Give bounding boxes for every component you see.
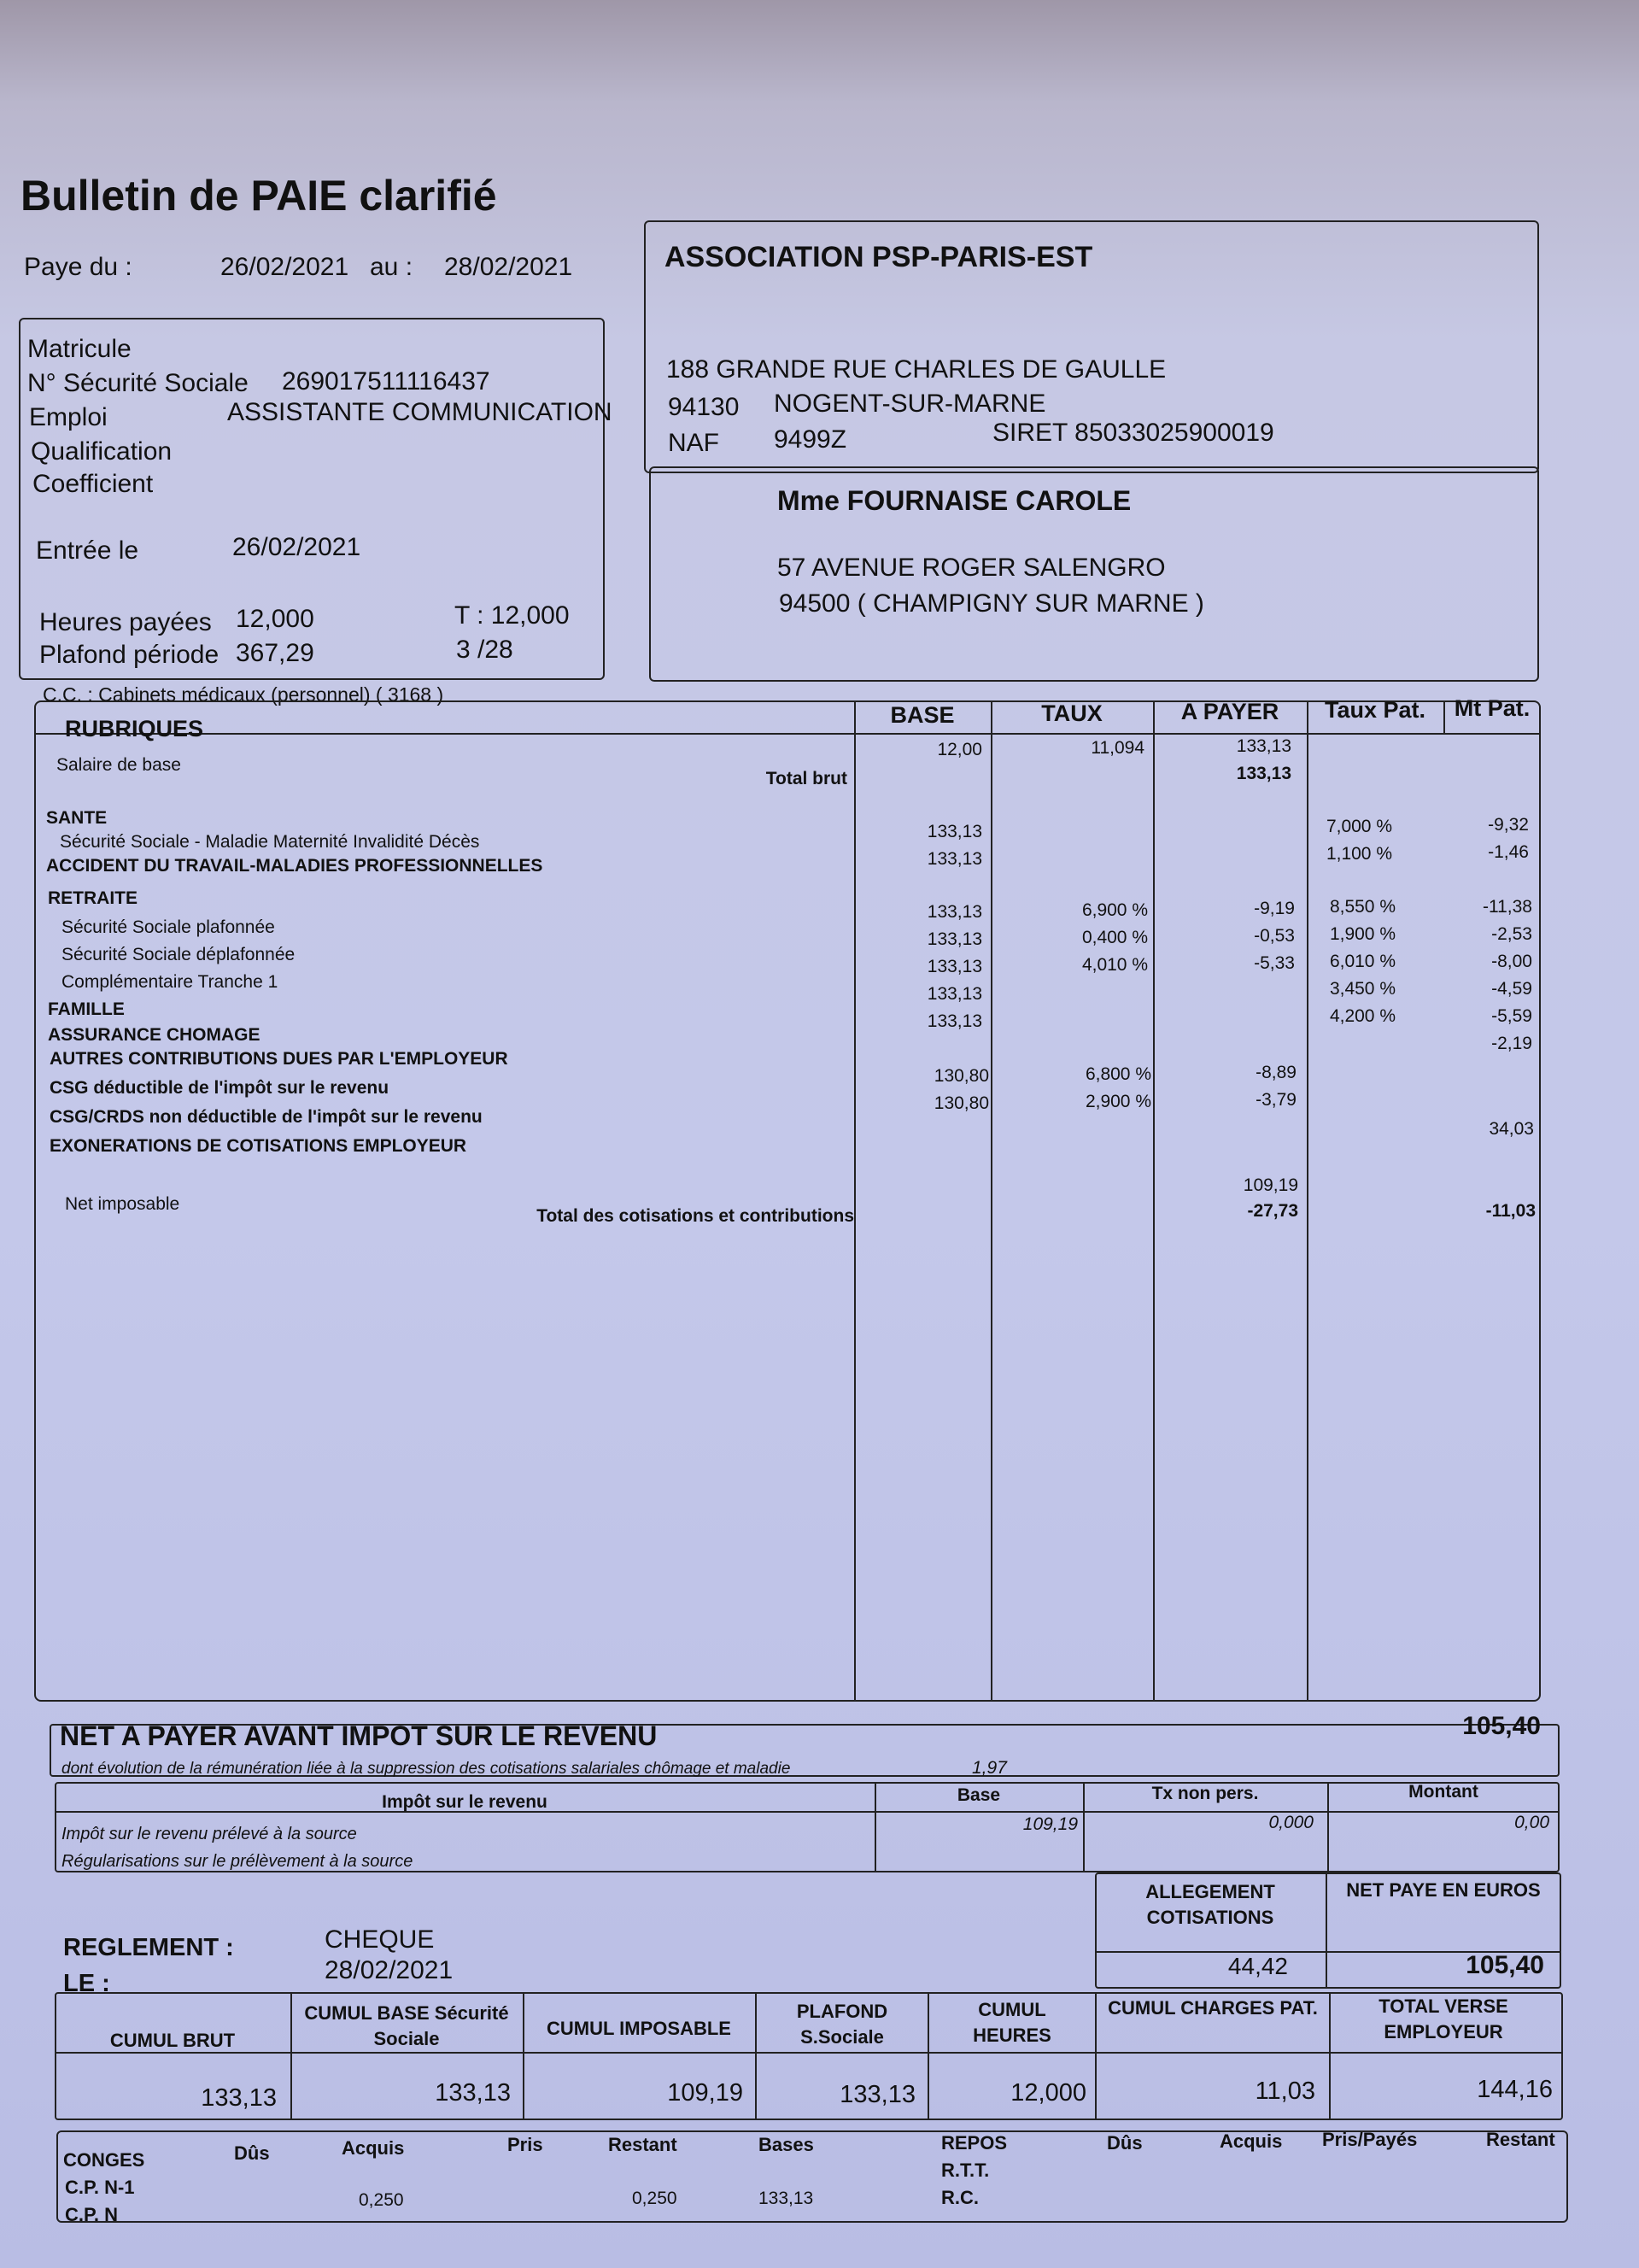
cumul-header: CUMUL HEURES (973, 1999, 1051, 2046)
row-base: 133,13 (927, 957, 982, 976)
row-taux: 6,800 % (1085, 1064, 1151, 1084)
tax-tx-label: Tx non pers. (1151, 1784, 1259, 1803)
row-taux: 6,900 % (1081, 900, 1148, 920)
row-label: CSG/CRDS non déductible de l'impôt sur le revenu (50, 1107, 483, 1127)
cumul-value: 133,13 (435, 2079, 511, 2107)
evolution-label: dont évolution de la rémunération liée à la suppression des cotisations salariales chômage et maladie (61, 1760, 791, 1778)
employer-postcode: 94130 (668, 393, 740, 421)
recipient-address: 57 AVENUE ROGER SALENGRO (777, 554, 1166, 582)
tax-montant-value: 0,00 (1514, 1813, 1549, 1832)
le-value: 28/02/2021 (325, 1956, 454, 1984)
plafond-ratio: 3 /28 (456, 636, 513, 664)
tax-base-value: 109,19 (1022, 1814, 1078, 1834)
row-base: 12,00 (937, 740, 982, 759)
section-autres-contributions: AUTRES CONTRIBUTIONS DUES PAR L'EMPLOYEUR (50, 1049, 508, 1069)
col-rubriques: RUBRIQUES (65, 716, 204, 741)
total-cotisations-label: Total des cotisations et contributions (536, 1206, 854, 1226)
total-brut-value: 133,13 (1236, 764, 1291, 783)
total-brut-label: Total brut (765, 769, 847, 788)
reglement-value: CHEQUE (325, 1925, 435, 1954)
cumul-value: 133,13 (201, 2084, 277, 2112)
cumul-value: 12,000 (1010, 2079, 1086, 2107)
naf-value: 9499Z (774, 425, 847, 454)
row-mt-pat: -9,32 (1488, 815, 1529, 835)
period-from-label: Paye du : (24, 253, 132, 281)
row-a-payer: -9,19 (1254, 899, 1295, 918)
cumul-header: TOTAL VERSE EMPLOYEUR (1379, 1995, 1508, 2042)
section-retraite: RETRAITE (48, 888, 138, 908)
entree-label: Entrée le (36, 536, 139, 565)
row-mt-pat: -1,46 (1488, 842, 1529, 862)
page-title: Bulletin de PAIE clarifié (20, 172, 497, 220)
cumul-value: 133,13 (840, 2081, 916, 2108)
row-label: CSG déductible de l'impôt sur le revenu (50, 1078, 389, 1098)
allegement-value: 44,42 (1227, 1953, 1288, 1979)
employer-name: ASSOCIATION PSP-PARIS-EST (664, 241, 1093, 273)
row-label: Sécurité Sociale déplafonnée (61, 945, 296, 964)
row-taux-pat: 6,010 % (1329, 952, 1396, 971)
col-a-payer: A PAYER (1180, 699, 1279, 724)
row-label: Sécurité Sociale plafonnée (61, 917, 275, 937)
tax-row1-label: Impôt sur le revenu prélevé à la source (61, 1825, 357, 1843)
conges-acquis-value: 0,250 (359, 2190, 404, 2210)
row-label: Sécurité Sociale - Maladie Maternité Invalidité Décès (60, 832, 480, 852)
row-base: 130,80 (934, 1066, 989, 1086)
row-base: 133,13 (927, 849, 982, 869)
naf-label: NAF (668, 429, 719, 457)
row-taux-pat: 4,200 % (1329, 1006, 1396, 1026)
row-mt-pat: 34,03 (1489, 1119, 1534, 1139)
row-a-payer: -5,33 (1254, 953, 1295, 973)
t-value: T : 12,000 (454, 601, 570, 630)
section-famille: FAMILLE (48, 999, 125, 1019)
total-cotisations-value: -27,73 (1247, 1201, 1298, 1221)
cumul-header: CUMUL CHARGES PAT. (1108, 1997, 1318, 2019)
row-taux: 0,400 % (1081, 928, 1148, 947)
net-before-tax-label: NET A PAYER AVANT IMPOT SUR LE REVENU (60, 1720, 658, 1751)
tax-base-label: Base (957, 1785, 1001, 1805)
col-taux: TAUX (1041, 700, 1103, 726)
allegement-label: ALLEGEMENT COTISATIONS (1145, 1881, 1275, 1928)
period-to: 28/02/2021 (444, 253, 573, 281)
row-label: Salaire de base (56, 755, 181, 775)
row-taux-pat: 7,000 % (1326, 817, 1392, 836)
recipient-name: Mme FOURNAISE CAROLE (777, 485, 1132, 516)
row-taux: 11,094 (1091, 738, 1144, 758)
conges-col-bases: Bases (758, 2134, 814, 2155)
tax-montant-label: Montant (1408, 1782, 1478, 1802)
net-paye-value: 105,40 (1466, 1951, 1544, 1979)
cumul-header: PLAFOND S.Sociale (796, 2001, 888, 2048)
repos-col-dus: Dûs (1107, 2132, 1143, 2154)
repos-label: REPOS (941, 2132, 1008, 2154)
row-mt-pat: -2,19 (1491, 1034, 1532, 1053)
row-taux-pat: 1,100 % (1326, 844, 1392, 864)
tax-header: Impôt sur le revenu (382, 1792, 547, 1812)
row-base: 133,13 (927, 822, 982, 841)
total-cotisations-mt-pat: -11,03 (1485, 1201, 1536, 1221)
conges-title: CONGES (63, 2149, 145, 2171)
row-taux: 2,900 % (1085, 1092, 1151, 1111)
row-a-payer: 133,13 (1236, 736, 1291, 756)
row-base: 133,13 (927, 902, 982, 922)
qualification-label: Qualification (31, 437, 173, 466)
row-a-payer: -8,89 (1256, 1063, 1297, 1082)
rc-label: R.C. (941, 2187, 979, 2208)
period-to-label: au : (370, 253, 413, 281)
employer-city: NOGENT-SUR-MARNE (774, 390, 1046, 418)
row-label: Complémentaire Tranche 1 (61, 972, 278, 992)
row-mt-pat: -4,59 (1491, 979, 1532, 999)
le-label: LE : (63, 1970, 110, 1997)
siret: SIRET 85033025900019 (992, 419, 1274, 447)
tax-tx-value: 0,000 (1268, 1813, 1314, 1832)
heures-label: Heures payées (39, 608, 212, 636)
conges-col-restant: Restant (608, 2134, 677, 2155)
row-base: 133,13 (927, 984, 982, 1004)
employer-address: 188 GRANDE RUE CHARLES DE GAULLE (666, 355, 1167, 384)
tax-row2-label: Régularisations sur le prélèvement à la source (61, 1852, 413, 1871)
recipient-city: 94500 ( CHAMPIGNY SUR MARNE ) (779, 589, 1204, 618)
repos-col-pris-payes: Pris/Payés (1322, 2129, 1418, 2150)
row-taux-pat: 1,900 % (1329, 924, 1396, 944)
row-a-payer: -0,53 (1254, 926, 1295, 946)
net-imposable-value: 109,19 (1243, 1175, 1298, 1195)
row-taux: 4,010 % (1081, 955, 1148, 975)
secu-value: 269017511116437 (282, 367, 490, 396)
plafond-label: Plafond période (39, 641, 220, 669)
cp-n1-label: C.P. N-1 (65, 2177, 135, 2198)
reglement-label: REGLEMENT : (63, 1934, 234, 1961)
row-base: 130,80 (934, 1093, 989, 1113)
col-taux-pat: Taux Pat. (1324, 697, 1426, 723)
conges-col-pris: Pris (507, 2134, 543, 2155)
cumul-value: 11,03 (1255, 2078, 1315, 2105)
row-taux-pat: 3,450 % (1329, 979, 1396, 999)
plafond-value: 367,29 (236, 639, 314, 667)
col-base: BASE (890, 702, 955, 728)
row-mt-pat: -5,59 (1491, 1006, 1532, 1026)
row-base: 133,13 (927, 1011, 982, 1031)
repos-col-restant: Restant (1486, 2129, 1555, 2150)
net-imposable-label: Net imposable (65, 1194, 180, 1214)
net-paye-label: NET PAYE EN EUROS (1346, 1879, 1541, 1901)
emploi-value: ASSISTANTE COMMUNICATION (227, 398, 612, 426)
conges-col-acquis: Acquis (342, 2137, 405, 2159)
conges-restant-value: 0,250 (632, 2189, 677, 2208)
cumul-header: CUMUL BRUT (109, 2030, 236, 2051)
row-base: 133,13 (927, 929, 982, 949)
row-label: EXONERATIONS DE COTISATIONS EMPLOYEUR (50, 1136, 467, 1156)
row-mt-pat: -2,53 (1491, 924, 1532, 944)
cp-n-label: C.P. N (65, 2204, 118, 2225)
matricule-label: Matricule (27, 335, 132, 363)
conges-col-dus: Dûs (234, 2142, 270, 2164)
cumul-header: CUMUL BASE Sécurité Sociale (304, 2002, 509, 2049)
coefficient-label: Coefficient (32, 470, 154, 498)
section-assurance-chomage: ASSURANCE CHOMAGE (48, 1025, 260, 1045)
evolution-value: 1,97 (972, 1758, 1007, 1778)
cumul-value: 144,16 (1477, 2076, 1553, 2103)
secu-label: N° Sécurité Sociale (27, 369, 249, 397)
cumul-value: 109,19 (667, 2079, 743, 2107)
row-taux-pat: 8,550 % (1329, 897, 1396, 917)
net-before-tax-value: 105,40 (1462, 1712, 1541, 1740)
heures-value: 12,000 (236, 605, 314, 633)
col-mt-pat: Mt Pat. (1454, 695, 1531, 721)
entree-value: 26/02/2021 (232, 533, 361, 561)
rtt-label: R.T.T. (941, 2160, 990, 2181)
cumul-header: CUMUL IMPOSABLE (547, 2018, 731, 2039)
period-from: 26/02/2021 (220, 253, 349, 281)
row-a-payer: -3,79 (1256, 1090, 1297, 1110)
row-mt-pat: -11,38 (1483, 897, 1532, 917)
conges-bases-value: 133,13 (758, 2189, 814, 2208)
repos-col-acquis: Acquis (1220, 2130, 1283, 2152)
row-mt-pat: -8,00 (1491, 952, 1532, 971)
emploi-label: Emploi (29, 403, 108, 431)
row-label: ACCIDENT DU TRAVAIL-MALADIES PROFESSIONNELLES (46, 856, 543, 876)
section-sante: SANTE (46, 808, 108, 828)
convention: C.C. : Cabinets médicaux (personnel) ( 3168 ) (43, 683, 444, 706)
